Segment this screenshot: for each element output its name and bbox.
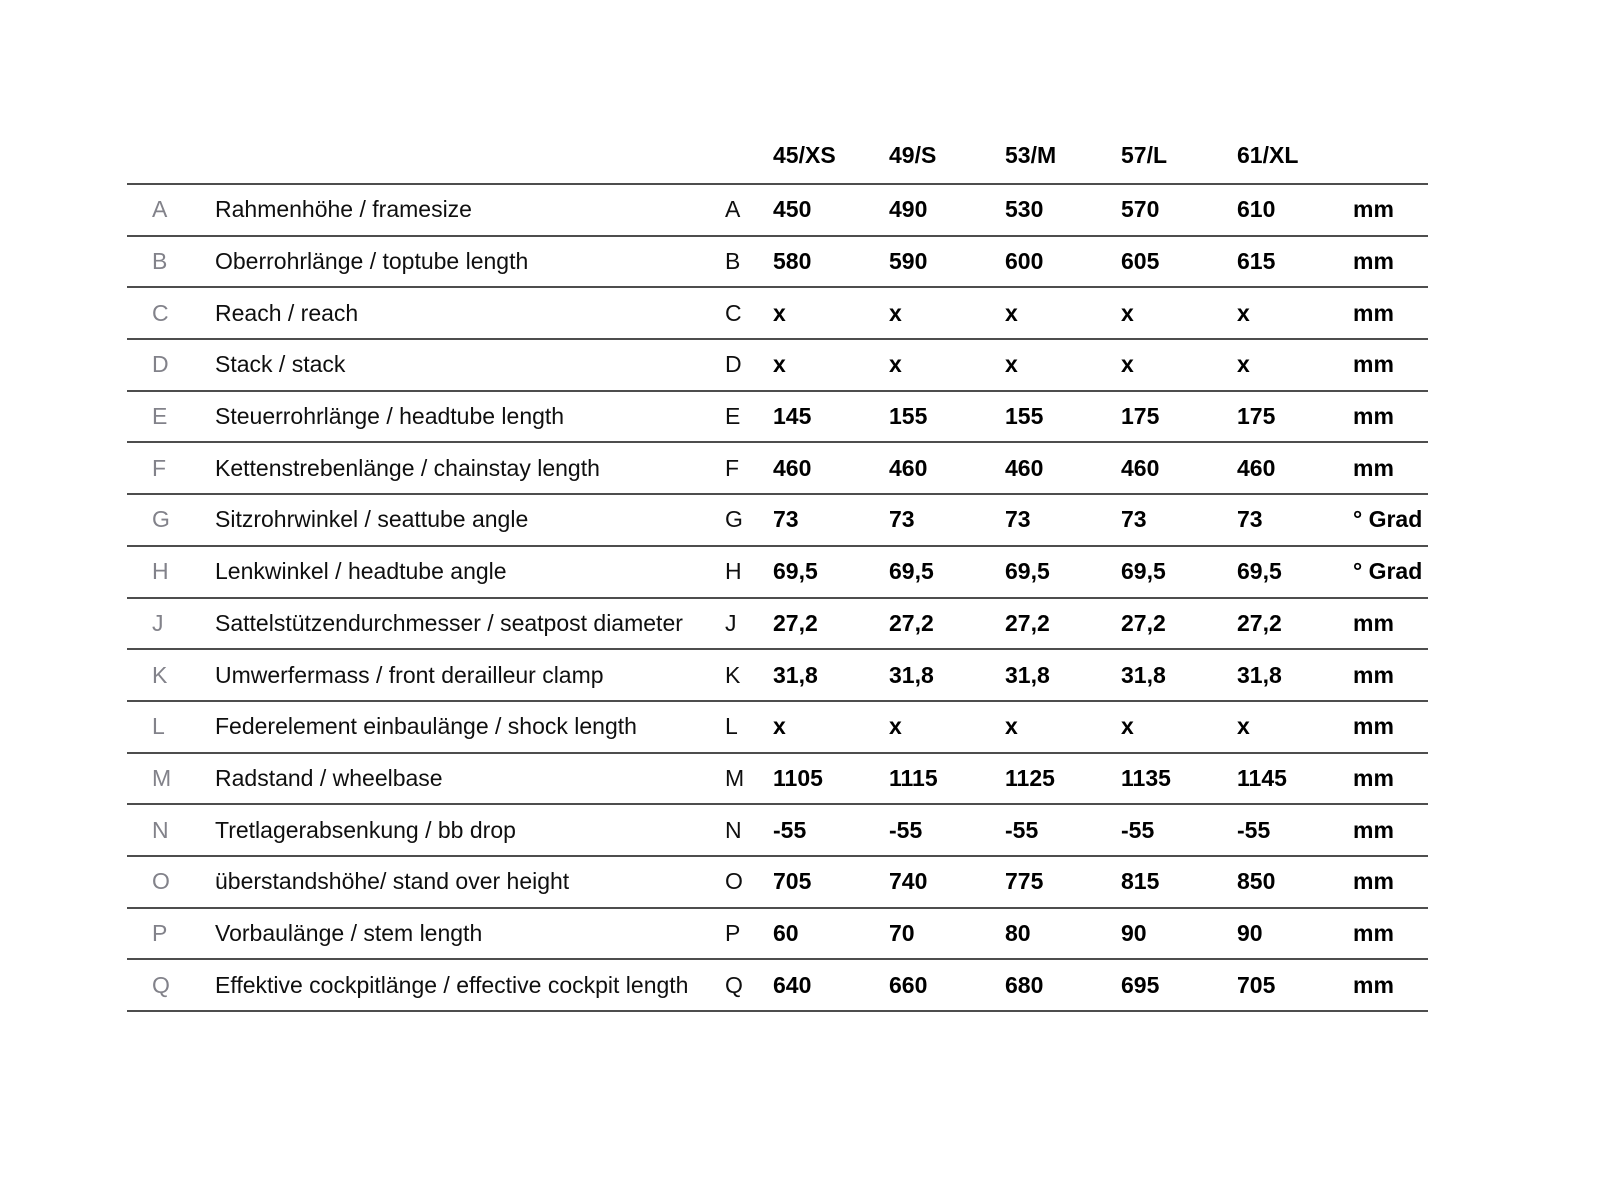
row-unit: mm: [1353, 454, 1394, 481]
row-value-49s: x: [889, 299, 902, 326]
row-letter: K: [725, 661, 741, 688]
row-value-61xl: 69,5: [1237, 558, 1282, 585]
row-value-49s: -55: [889, 816, 923, 843]
row-value-49s: 31,8: [889, 661, 934, 688]
table-row: [127, 650, 1428, 702]
table-row: [127, 702, 1428, 754]
row-value-53m: 530: [1005, 196, 1044, 223]
row-value-61xl: 460: [1237, 454, 1276, 481]
row-label: Vorbaulänge / stem length: [215, 919, 483, 946]
row-value-57l: -55: [1121, 816, 1155, 843]
table-row: [127, 237, 1428, 289]
row-letter: J: [725, 609, 737, 636]
row-index-letter: Q: [152, 971, 170, 998]
row-value-57l: x: [1121, 299, 1134, 326]
row-value-53m: 80: [1005, 919, 1031, 946]
row-unit: mm: [1353, 868, 1394, 895]
row-unit: mm: [1353, 713, 1394, 740]
row-index-letter: K: [152, 661, 168, 688]
row-label: Steuerrohrlänge / headtube length: [215, 403, 565, 430]
row-value-45xs: 60: [773, 919, 799, 946]
row-value-49s: 155: [889, 403, 928, 430]
row-value-53m: 775: [1005, 868, 1044, 895]
row-label: Oberrohrlänge / toptube length: [215, 248, 529, 275]
row-value-57l: 175: [1121, 403, 1160, 430]
row-value-61xl: 73: [1237, 506, 1263, 533]
row-value-45xs: 27,2: [773, 609, 818, 636]
row-index-letter: C: [152, 299, 169, 326]
row-value-61xl: 615: [1237, 248, 1276, 275]
row-value-61xl: 31,8: [1237, 661, 1282, 688]
row-label: Rahmenhöhe / framesize: [215, 196, 472, 223]
row-value-45xs: 640: [773, 971, 812, 998]
row-label: Lenkwinkel / headtube angle: [215, 558, 507, 585]
row-letter: H: [725, 558, 742, 585]
row-value-45xs: 73: [773, 506, 799, 533]
row-value-45xs: 1105: [773, 764, 823, 791]
row-index-letter: B: [152, 248, 168, 275]
geometry-table: [127, 128, 1428, 1012]
table-row: [127, 960, 1428, 1012]
row-value-53m: x: [1005, 351, 1018, 378]
row-value-61xl: x: [1237, 351, 1250, 378]
row-value-61xl: x: [1237, 713, 1250, 740]
row-letter: B: [725, 248, 741, 275]
row-letter: Q: [725, 971, 743, 998]
row-value-53m: 73: [1005, 506, 1031, 533]
row-value-49s: 660: [889, 971, 928, 998]
row-value-57l: 605: [1121, 248, 1160, 275]
table-row: [127, 443, 1428, 495]
size-header-61xl: 61/XL: [1237, 142, 1299, 168]
row-unit: ° Grad: [1353, 558, 1423, 585]
row-value-57l: 31,8: [1121, 661, 1166, 688]
row-value-57l: x: [1121, 713, 1134, 740]
row-value-45xs: 450: [773, 196, 812, 223]
row-value-49s: x: [889, 713, 902, 740]
row-value-57l: 27,2: [1121, 609, 1166, 636]
row-label: Effektive cockpitlänge / effective cockpit length: [215, 971, 689, 998]
row-letter: E: [725, 403, 741, 430]
row-value-57l: 90: [1121, 919, 1147, 946]
row-index-letter: E: [152, 403, 168, 430]
row-value-49s: 70: [889, 919, 915, 946]
row-value-57l: 73: [1121, 506, 1147, 533]
row-index-letter: L: [152, 713, 165, 740]
row-label: Radstand / wheelbase: [215, 764, 443, 791]
row-label: Reach / reach: [215, 299, 359, 326]
row-label: Federelement einbaulänge / shock length: [215, 713, 637, 740]
row-label: Kettenstrebenlänge / chainstay length: [215, 454, 600, 481]
row-index-letter: D: [152, 351, 169, 378]
row-value-45xs: x: [773, 299, 786, 326]
row-index-letter: J: [152, 609, 164, 636]
row-value-45xs: 145: [773, 403, 812, 430]
row-index-letter: A: [152, 196, 168, 223]
table-row: [127, 495, 1428, 547]
row-value-53m: 27,2: [1005, 609, 1050, 636]
row-value-49s: 1115: [889, 764, 938, 791]
row-value-53m: x: [1005, 299, 1018, 326]
table-row: [127, 392, 1428, 444]
table-row: [127, 185, 1428, 237]
row-unit: mm: [1353, 248, 1394, 275]
table-row: [127, 909, 1428, 961]
row-value-61xl: 610: [1237, 196, 1276, 223]
row-value-45xs: 69,5: [773, 558, 818, 585]
row-value-61xl: -55: [1237, 816, 1271, 843]
row-value-53m: 600: [1005, 248, 1044, 275]
row-unit: mm: [1353, 919, 1394, 946]
row-letter: A: [725, 196, 741, 223]
row-value-57l: 460: [1121, 454, 1160, 481]
row-label: Stack / stack: [215, 351, 346, 378]
row-letter: P: [725, 919, 741, 946]
row-letter: C: [725, 299, 742, 326]
row-value-49s: 73: [889, 506, 915, 533]
row-value-57l: 1135: [1121, 764, 1171, 791]
row-value-45xs: 460: [773, 454, 812, 481]
row-unit: mm: [1353, 196, 1394, 223]
row-value-49s: 69,5: [889, 558, 934, 585]
row-label: Sitzrohrwinkel / seattube angle: [215, 506, 529, 533]
row-unit: mm: [1353, 351, 1394, 378]
row-value-57l: 570: [1121, 196, 1160, 223]
row-letter: N: [725, 816, 742, 843]
row-label: Umwerfermass / front derailleur clamp: [215, 661, 604, 688]
row-unit: mm: [1353, 764, 1394, 791]
row-letter: F: [725, 454, 740, 481]
row-index-letter: F: [152, 454, 167, 481]
row-index-letter: N: [152, 816, 169, 843]
row-unit: mm: [1353, 609, 1394, 636]
table-row: [127, 547, 1428, 599]
table-row: [127, 599, 1428, 651]
row-unit: ° Grad: [1353, 506, 1423, 533]
row-value-61xl: 175: [1237, 403, 1276, 430]
table-row: [127, 805, 1428, 857]
row-unit: mm: [1353, 403, 1394, 430]
row-index-letter: G: [152, 506, 170, 533]
row-unit: mm: [1353, 299, 1394, 326]
row-value-61xl: 90: [1237, 919, 1263, 946]
row-value-49s: 27,2: [889, 609, 934, 636]
row-value-49s: x: [889, 351, 902, 378]
table-row: [127, 288, 1428, 340]
size-header-57l: 57/L: [1121, 142, 1168, 168]
size-header-45xs: 45/XS: [773, 142, 836, 168]
table-row: [127, 754, 1428, 806]
row-letter: M: [725, 764, 745, 791]
row-value-49s: 590: [889, 248, 928, 275]
row-value-45xs: 580: [773, 248, 812, 275]
row-index-letter: H: [152, 558, 169, 585]
row-value-53m: 680: [1005, 971, 1044, 998]
row-value-61xl: 705: [1237, 971, 1276, 998]
row-value-57l: 69,5: [1121, 558, 1166, 585]
size-header-53m: 53/M: [1005, 142, 1057, 168]
row-letter: O: [725, 868, 743, 895]
row-value-45xs: x: [773, 351, 786, 378]
row-value-53m: x: [1005, 713, 1018, 740]
row-value-57l: x: [1121, 351, 1134, 378]
size-header-49s: 49/S: [889, 142, 937, 168]
geometry-table-body: [127, 183, 1428, 1012]
row-letter: G: [725, 506, 743, 533]
row-value-49s: 490: [889, 196, 928, 223]
row-value-49s: 460: [889, 454, 928, 481]
row-label: Tretlagerabsenkung / bb drop: [215, 816, 516, 843]
row-value-57l: 815: [1121, 868, 1160, 895]
row-label: überstandshöhe/ stand over height: [215, 868, 570, 895]
row-value-45xs: -55: [773, 816, 807, 843]
row-value-53m: -55: [1005, 816, 1039, 843]
row-value-45xs: 705: [773, 868, 812, 895]
row-value-61xl: x: [1237, 299, 1250, 326]
row-value-61xl: 850: [1237, 868, 1276, 895]
size-header-row: [127, 128, 1428, 183]
row-value-53m: 69,5: [1005, 558, 1050, 585]
table-row: [127, 857, 1428, 909]
row-value-61xl: 1145: [1237, 764, 1287, 791]
row-value-53m: 155: [1005, 403, 1044, 430]
row-value-49s: 740: [889, 868, 928, 895]
row-value-53m: 31,8: [1005, 661, 1050, 688]
table-row: [127, 340, 1428, 392]
row-value-57l: 695: [1121, 971, 1160, 998]
row-letter: L: [725, 713, 738, 740]
row-letter: D: [725, 351, 742, 378]
row-value-45xs: x: [773, 713, 786, 740]
row-label: Sattelstützendurchmesser / seatpost diameter: [215, 609, 683, 636]
row-value-53m: 1125: [1005, 764, 1055, 791]
row-value-53m: 460: [1005, 454, 1044, 481]
row-value-61xl: 27,2: [1237, 609, 1282, 636]
row-index-letter: M: [152, 764, 172, 791]
row-index-letter: P: [152, 919, 168, 946]
row-unit: mm: [1353, 816, 1394, 843]
row-unit: mm: [1353, 971, 1394, 998]
row-value-45xs: 31,8: [773, 661, 818, 688]
row-unit: mm: [1353, 661, 1394, 688]
row-index-letter: O: [152, 868, 170, 895]
